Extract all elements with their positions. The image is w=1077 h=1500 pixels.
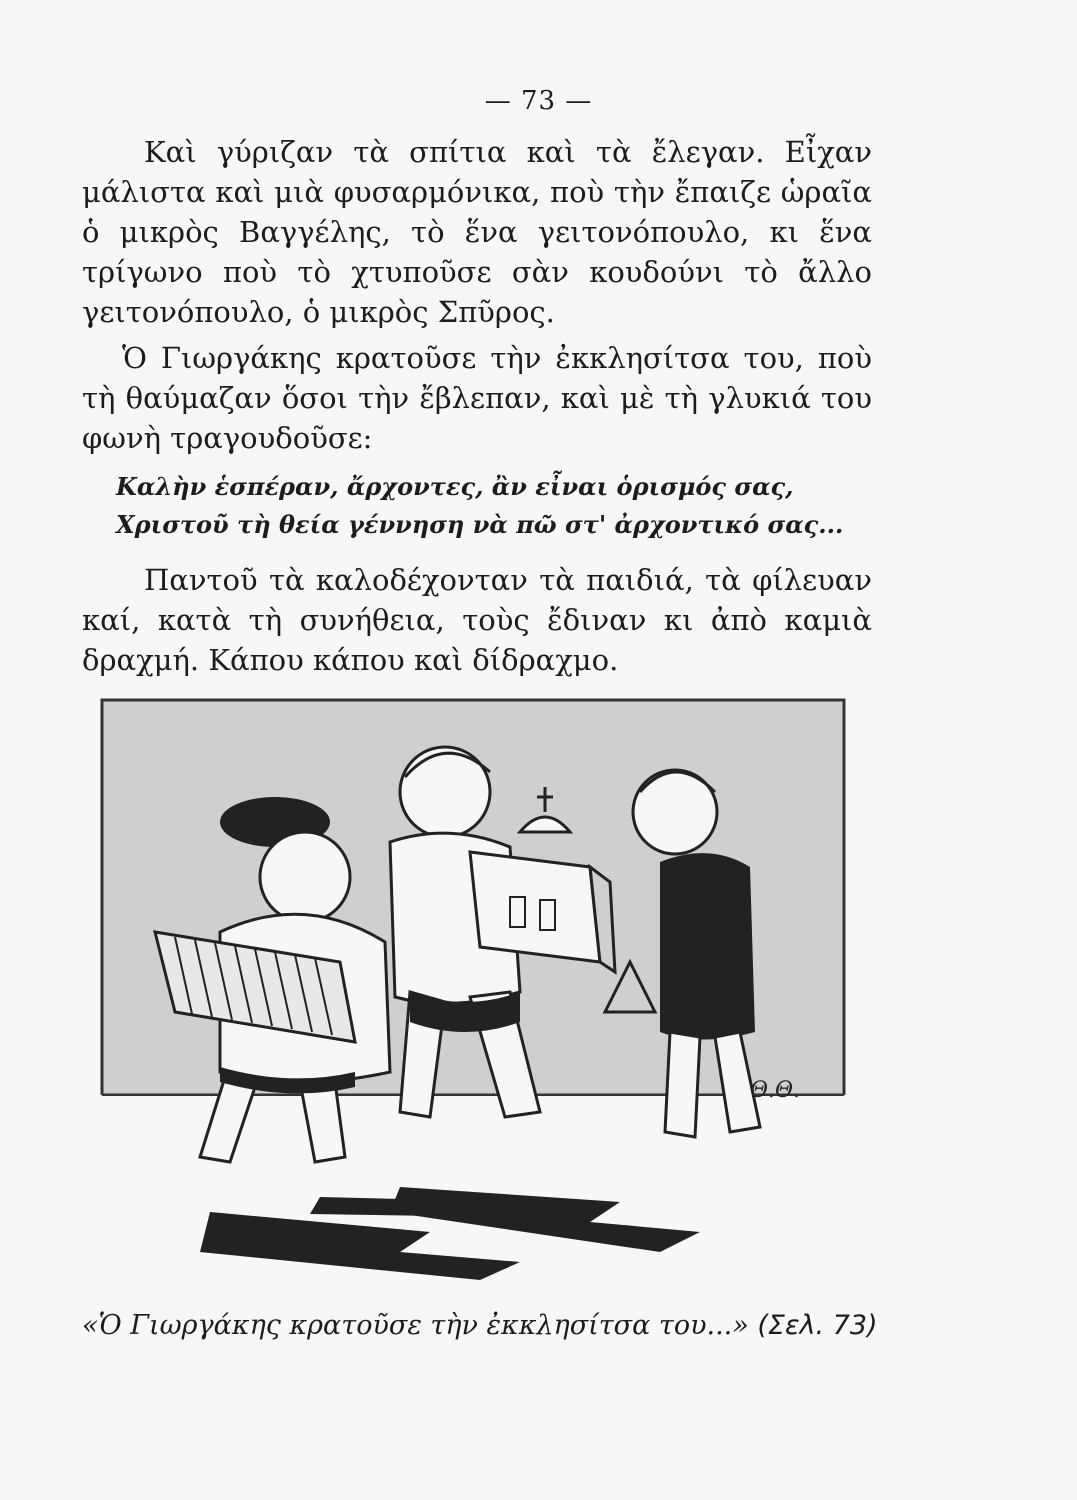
illustration-children-carolers: [100, 692, 848, 1282]
page-number: — 73 —: [484, 86, 593, 116]
caption-text: «Ὁ Γιωργάκης κρατοῦσε τὴν ἐκκλησίτσα του...»: [82, 1310, 749, 1341]
illustration-caption: [82, 1310, 882, 1341]
poem-line-2: Χριστοῦ τὴ θεία γέννηση νὰ πῶ στ' ἀρχοντικό σας...: [116, 510, 844, 539]
paragraph-3: Παντοῦ τὰ καλοδέχονταν τὰ παιδιά, τὰ φίλευαν καί, κατὰ τὴ συνήθεια, τοὺς ἔδιναν κι ἀπὸ καμιὰ δραχμή. Κάπου κάπου καὶ δίδραχμο.: [82, 563, 872, 677]
artist-signature: Θ.Θ.: [750, 1078, 801, 1103]
poem-verse: [116, 468, 856, 544]
caption-page-reference: (Σελ. 73): [757, 1310, 878, 1341]
paragraph-1: Καὶ γύριζαν τὰ σπίτια καὶ τὰ ἔλεγαν. Εἶχαν μάλιστα καὶ μιὰ φυσαρμόνικα, ποὺ τὴν ἔπαιζε ὡραῖα ὁ μικρὸς Βαγγέλης, τὸ ἕνα γειτονόπουλο, κι ἕνα τρίγωνο ποὺ τὸ χτυποῦσε σὰν κουδούνι τὸ ἄλλο γειτονόπουλο, ὁ μικρὸς Σπῦρος.: [82, 135, 872, 329]
poem-line-1: Καλὴν ἑσπέραν, ἄρχοντες, ἂν εἶναι ὁρισμός σας,: [116, 472, 794, 501]
paragraph-2: Ὁ Γιωργάκης κρατοῦσε τὴν ἐκκλησίτσα του, ποὺ τὴ θαύμαζαν ὅσοι τὴν ἔβλεπαν, καὶ μὲ τὴ γλυκιά του φωνὴ τραγουδοῦσε:: [82, 341, 872, 455]
